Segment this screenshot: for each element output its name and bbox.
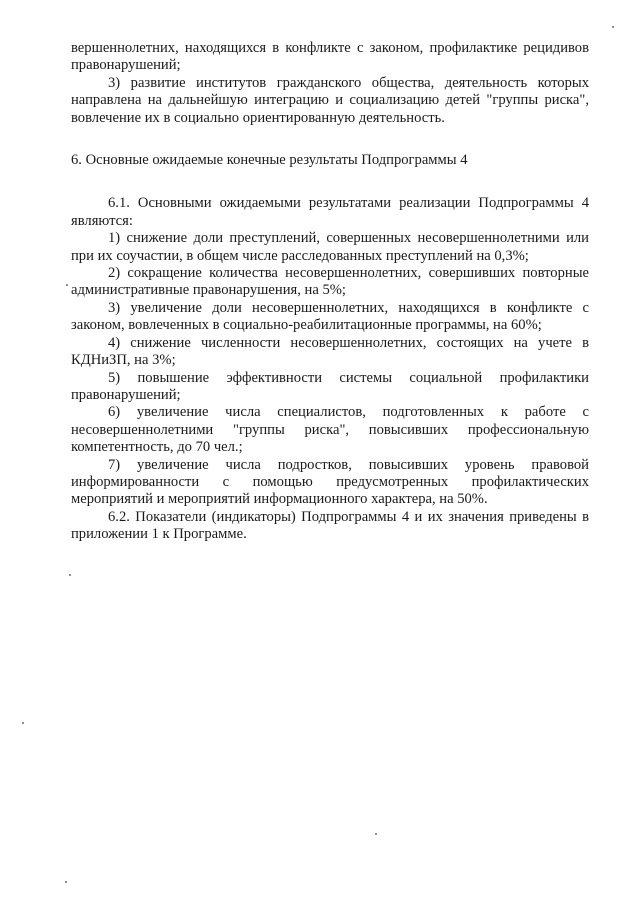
result-item-1: 1) снижение доли преступлений, совершенных несовершеннолетними или при их соучастии, в общем числе расследованных преступлений на 0,3%;	[71, 230, 589, 264]
result-item-5: 5) повышение эффективности системы социальной профилактики правонарушений;	[71, 369, 589, 403]
section-heading: 6. Основные ожидаемые конечные результаты Подпрограммы 4	[71, 152, 468, 169]
result-item-4: 4) снижение численности несовершеннолетних, состоящих на учете в КДНиЗП, на 3%;	[71, 334, 589, 369]
scan-speck	[375, 833, 377, 835]
scan-speck	[65, 881, 67, 883]
scan-speck	[66, 284, 68, 286]
paragraph-continuation: вершеннолетних, находящихся в конфликте с законом, профилактике рецидивов правонарушений;	[71, 40, 589, 74]
paragraph-6-2: 6.2. Показатели (индикаторы) Подпрограммы 4 и их значения приведены в приложении 1 к Программе.	[71, 508, 589, 543]
paragraph-item-3: 3) развитие институтов гражданского общества, деятельность которых направлена на дальнейшую интеграцию и социализацию детей "группы риска", вовлечение их в социально ориентированную деятельность.	[71, 74, 589, 126]
scan-speck	[22, 722, 24, 724]
scan-speck	[69, 574, 71, 576]
result-item-3: 3) увеличение доли несовершеннолетних, находящихся в конфликте с законом, вовлеченных в социально-реабилитационные программы, на 60%;	[71, 299, 589, 334]
result-item-7: 7) увеличение числа подростков, повысивших уровень правовой информированности с помощью предусмотренных профилактических мероприятий и мероприятий информационного характера, на 50%.	[71, 456, 589, 508]
result-item-2: 2) сокращение количества несовершеннолетних, совершивших повторные административные правонарушения, на 5%;	[71, 265, 589, 299]
result-item-6: 6) увеличение числа специалистов, подготовленных к работе с несовершеннолетними "группы риска", повысивших профессиональную компетентность, до 70 чел.;	[71, 404, 589, 456]
document-body	[71, 40, 589, 544]
scan-speck	[612, 26, 614, 28]
paragraph-6-1: 6.1. Основными ожидаемыми результатами реализации Подпрограммы 4 являются:	[71, 195, 589, 229]
